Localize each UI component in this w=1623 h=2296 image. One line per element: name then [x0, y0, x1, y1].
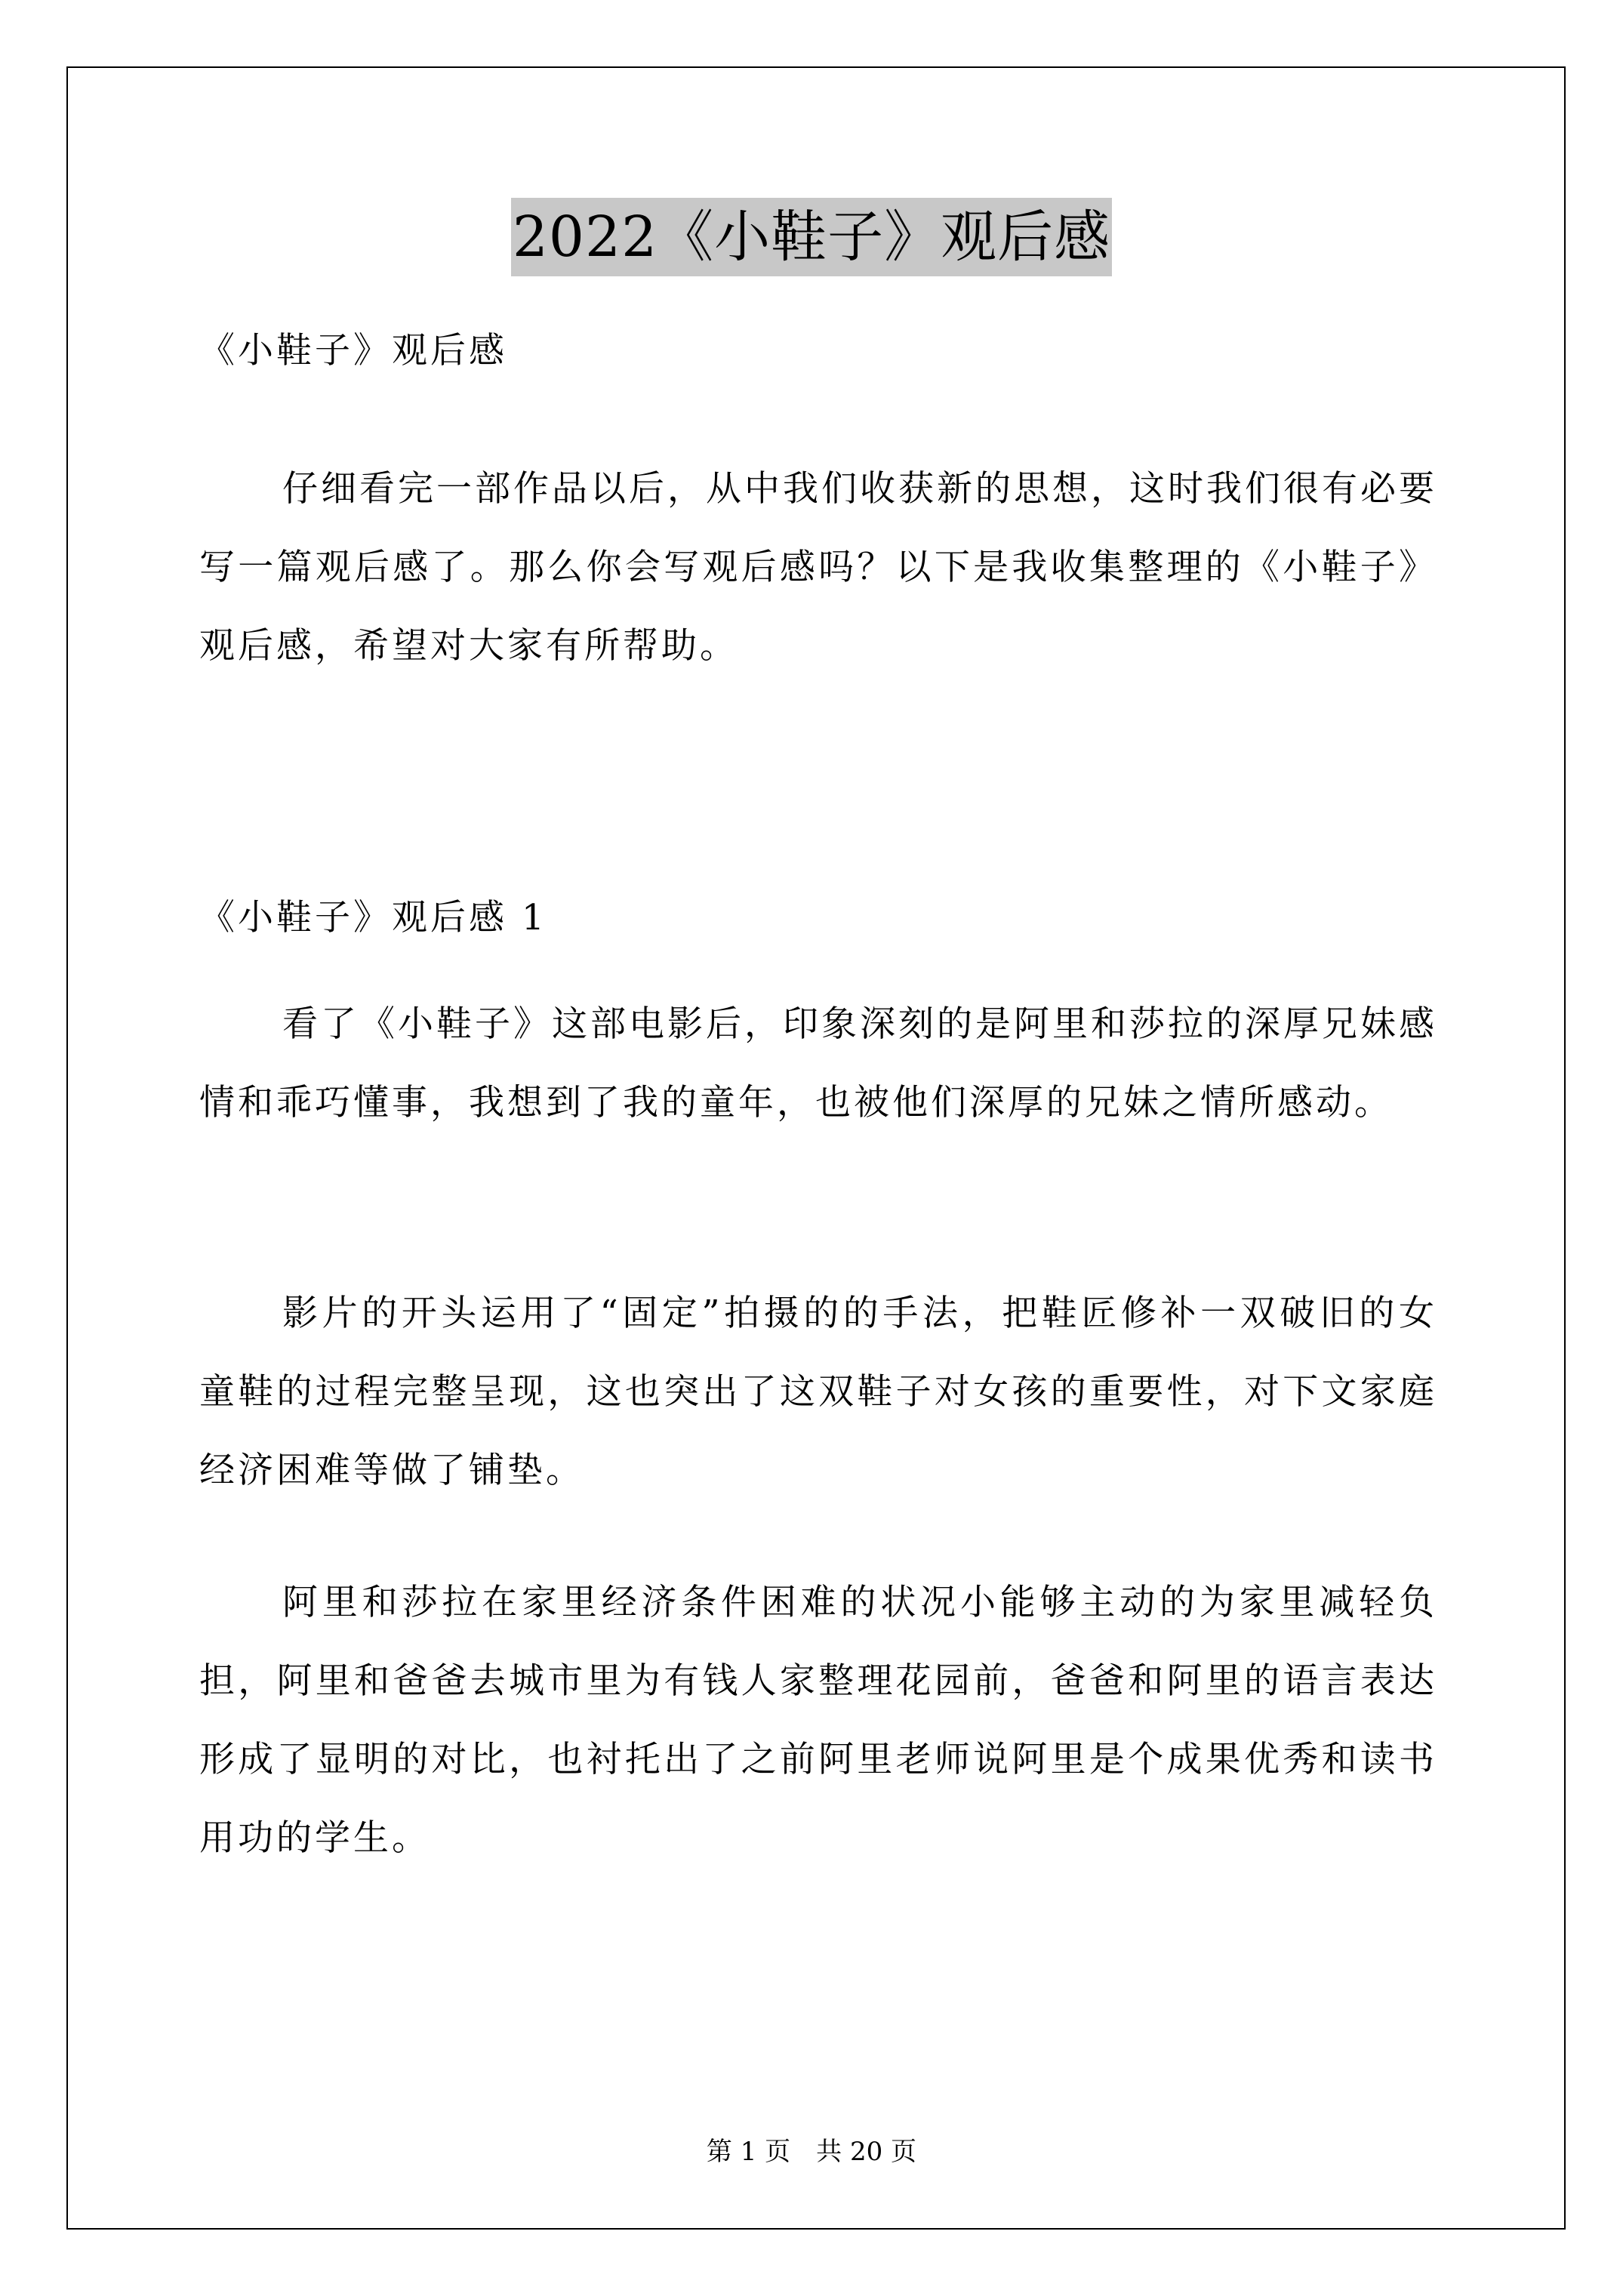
page-total: 共 20 页 [816, 2137, 917, 2167]
intro-paragraph: 仔细看完一部作品以后，从中我们收获新的思想，这时我们很有必要写一篇观后感了。那么你会写观后感吗？以下是我收集整理的《小鞋子》观后感，希望对大家有所帮助。 [199, 468, 1437, 667]
page-border [66, 66, 1566, 2230]
body-paragraph-3: 阿里和莎拉在家里经济条件困难的状况小能够主动的为家里减轻负担，阿里和爸爸去城市里为有钱人家整理花园前，爸爸和阿里的语言表达形成了显明的对比，也衬托出了之前阿里老师说阿里是个成果优秀和读书用功的学生。 [199, 1582, 1437, 1859]
title-container [0, 198, 1623, 276]
body-paragraph-2: 影片的开头运用了“固定”拍摄的的手法，把鞋匠修补一双破旧的女童鞋的过程完整呈现，这也突出了这双鞋子对女孩的重要性，对下文家庭经济困难等做了铺垫。 [199, 1293, 1437, 1491]
page-number: 第 1 页 [706, 2137, 791, 2167]
page-footer [0, 2137, 1623, 2167]
body-paragraph-1: 看了《小鞋子》这部电影后，印象深刻的是阿里和莎拉的深厚兄妹感情和乖巧懂事，我想到了我的童年，也被他们深厚的兄妹之情所感动。 [199, 1003, 1437, 1123]
section-heading-1: 《小鞋子》观后感 1 [199, 897, 547, 938]
intro-heading: 《小鞋子》观后感 [199, 330, 507, 371]
document-title: 2022《小鞋子》观后感 [511, 198, 1112, 276]
